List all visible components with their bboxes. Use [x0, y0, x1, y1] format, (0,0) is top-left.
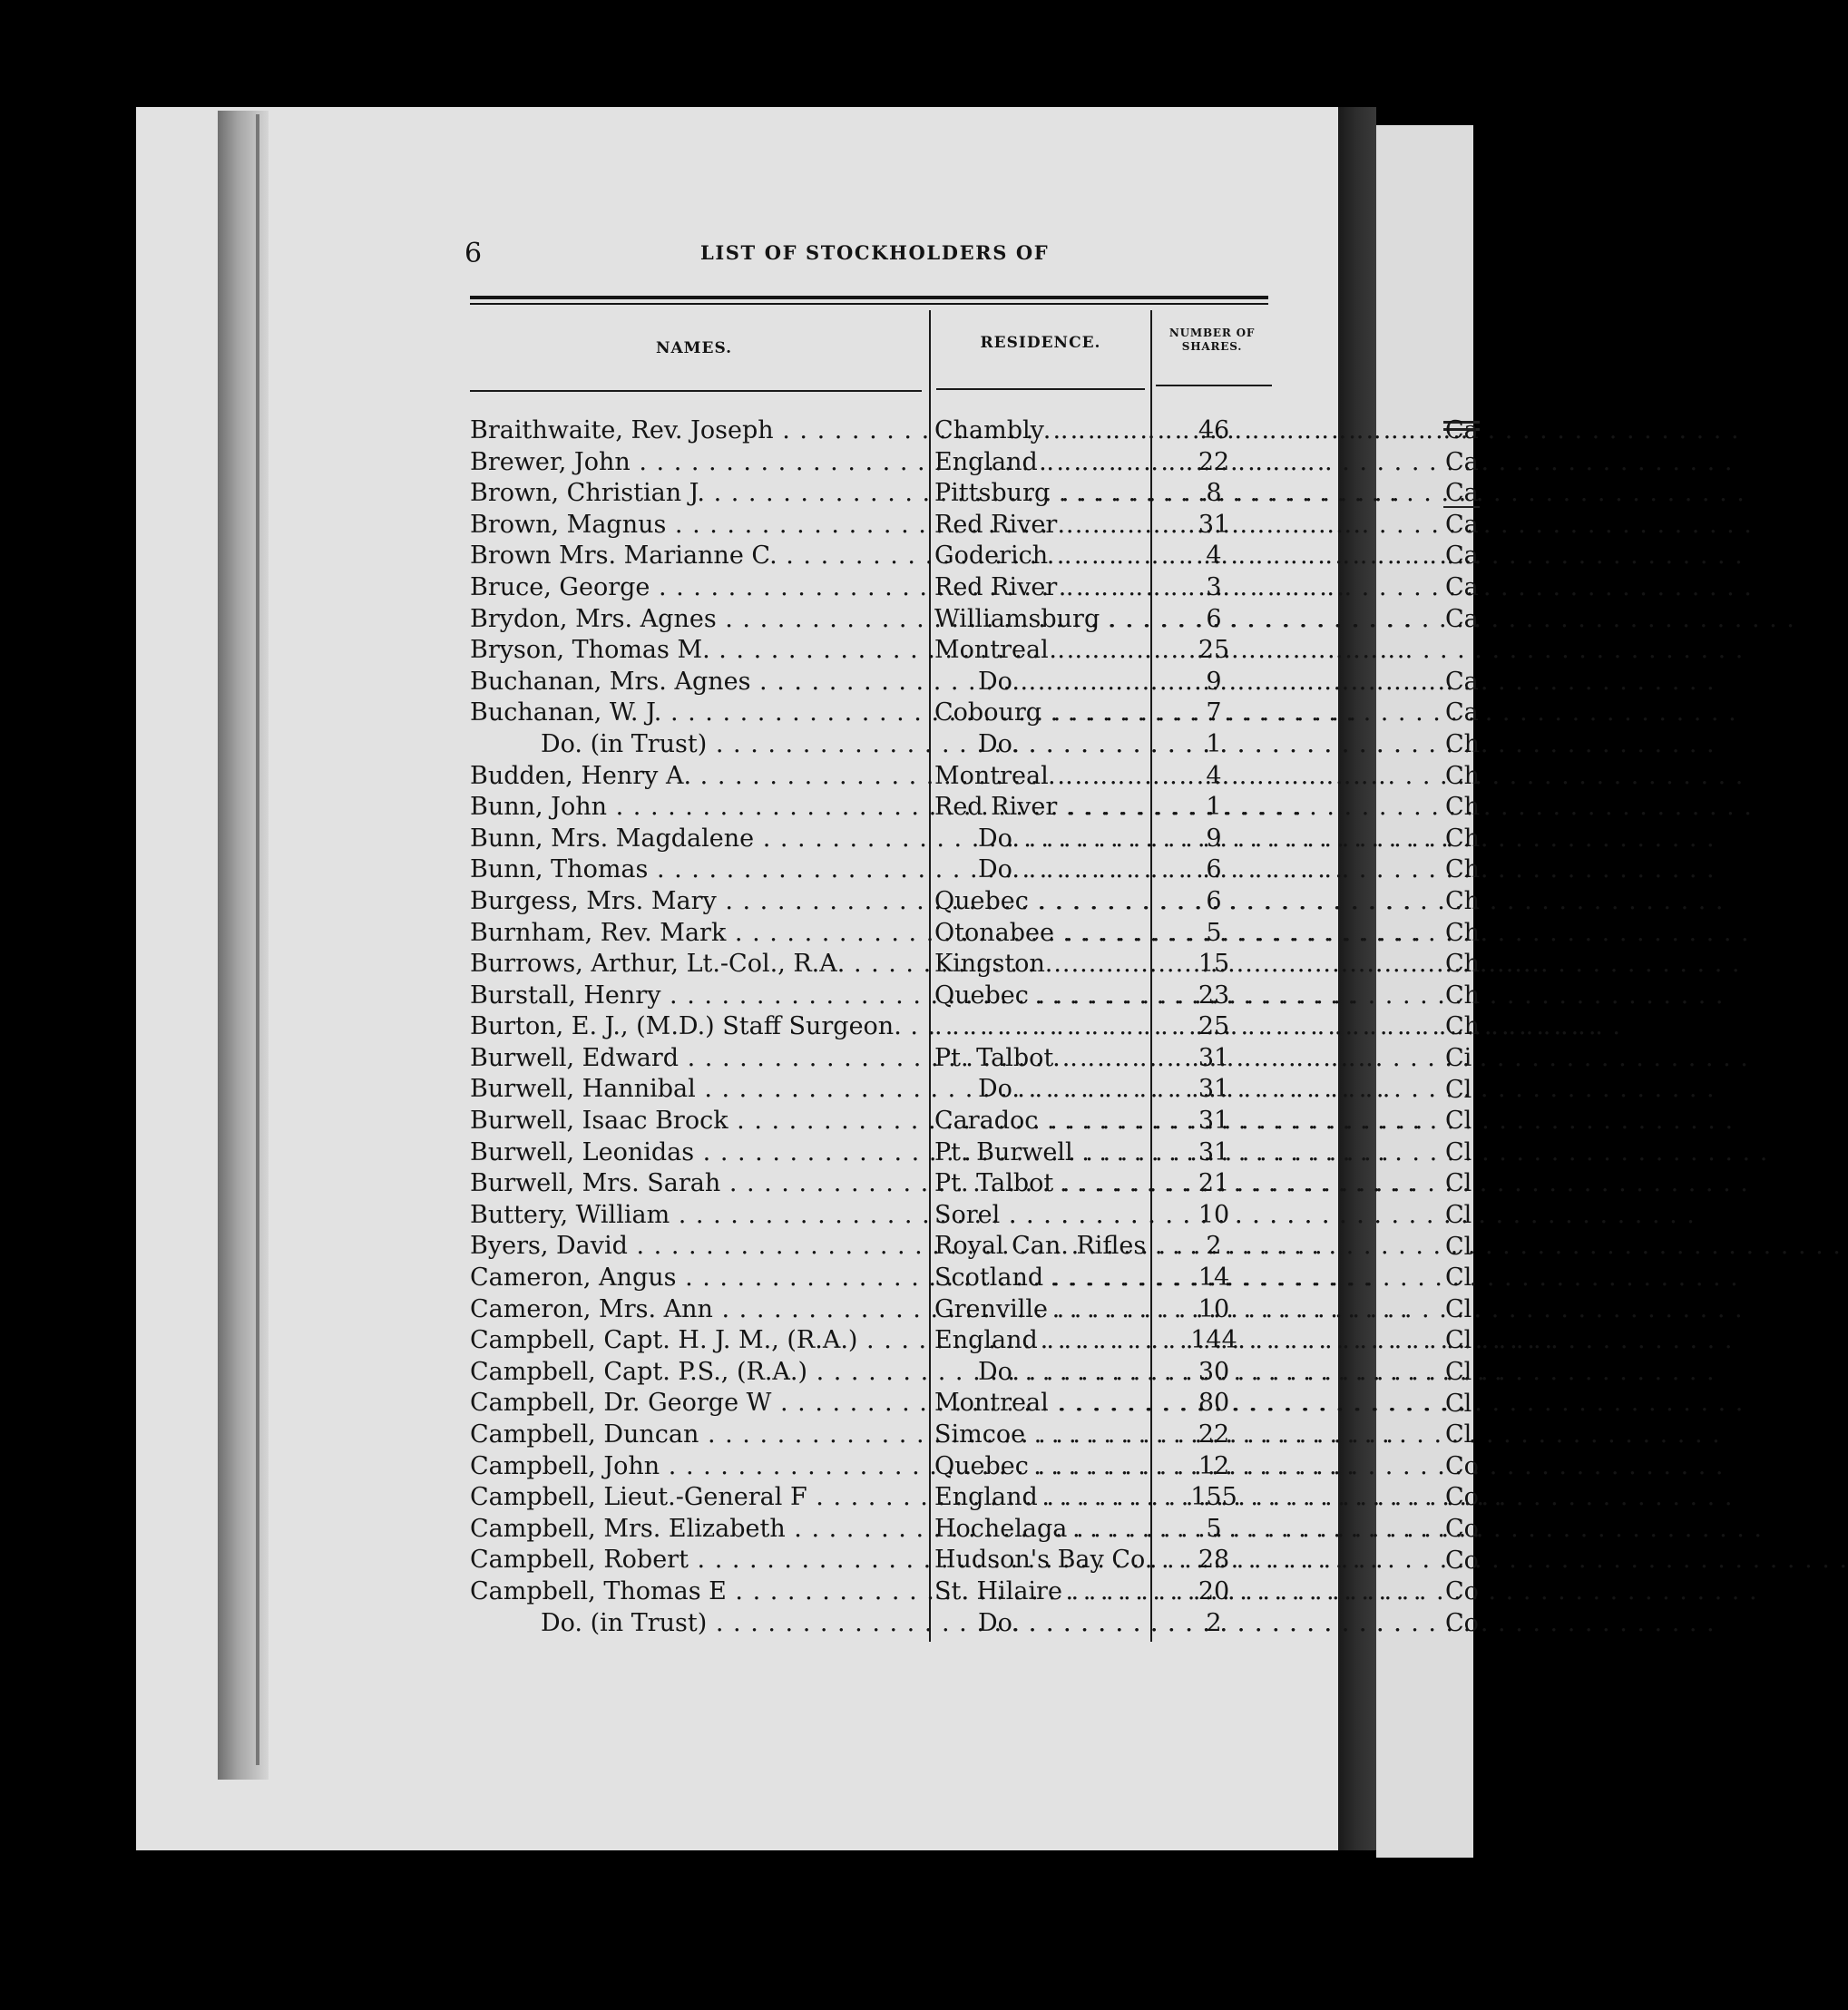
page-number: 6 — [464, 238, 483, 269]
stockholder-shares: 31 — [1198, 1043, 1230, 1072]
next-page-fragment-text: Ca — [1445, 573, 1479, 601]
stockholder-residence: Do. . . . — [934, 854, 1163, 886]
next-page-fragment-text: Ca — [1445, 667, 1479, 696]
stockholder-residence: Pt. Talbot . . . — [934, 1043, 1163, 1075]
stockholder-residence — [934, 1011, 1163, 1043]
stockholder-residence: Grenville . . . — [934, 1294, 1163, 1326]
next-page-fragment-text: Cl — [1445, 1294, 1472, 1323]
stockholder-shares: 12 — [1198, 1451, 1230, 1480]
stockholder-name: Brewer, John . . . — [470, 447, 924, 479]
stockholder-residence: England . . . — [934, 1325, 1163, 1357]
stockholder-residence: England . . . — [934, 447, 1163, 479]
header-residence: RESIDENCE. — [980, 334, 1101, 352]
stockholder-name: Budden, Henry A. . . . — [470, 761, 924, 793]
table-row — [470, 1388, 1277, 1420]
next-page-fragment-text: Cl — [1445, 1075, 1472, 1104]
next-page-fragment-text: Co — [1445, 1577, 1479, 1606]
table-row — [470, 447, 1277, 479]
stockholder-residence: Montreal . . . — [934, 761, 1163, 793]
stockholder-shares: 9 — [1206, 824, 1222, 853]
stockholder-residence: England . . . — [934, 1482, 1163, 1514]
stockholder-residence: Otonabee . . . — [934, 918, 1163, 950]
stockholder-name: Campbell, John . . . — [470, 1451, 924, 1483]
stockholder-name: Brown Mrs. Marianne C. . . . — [470, 541, 924, 572]
stockholder-residence: Do. . . . — [934, 1074, 1163, 1106]
header-rule-residence — [936, 388, 1145, 390]
stockholder-residence: Red River . . . — [934, 792, 1163, 824]
table-row — [470, 761, 1277, 793]
next-page-fragment-text: Cl — [1445, 1420, 1472, 1449]
stockholder-residence: Williamsburg . . . — [934, 604, 1163, 636]
stockholder-name: Brydon, Mrs. Agnes . . . — [470, 604, 924, 636]
stockholder-shares: 1 — [1206, 793, 1222, 822]
stockholder-name: Do. (in Trust) . . . — [470, 729, 924, 761]
next-page-fragment-text: Cl — [1445, 1326, 1472, 1355]
stockholder-name: Burwell, Edward . . . — [470, 1043, 924, 1075]
stockholder-name: Burwell, Isaac Brock . . . — [470, 1106, 924, 1137]
header-shares-line2: SHARES. — [1181, 340, 1243, 353]
stockholder-shares: 2 — [1206, 1232, 1222, 1261]
stockholder-shares: 5 — [1206, 1514, 1222, 1543]
table-row — [470, 415, 1277, 447]
stockholder-residence: Do. . . . — [934, 824, 1163, 855]
stockholder-shares: 28 — [1198, 1546, 1230, 1575]
stockholder-name: Brown, Magnus . . . — [470, 510, 924, 542]
stockholder-name: Burwell, Mrs. Sarah . . . — [470, 1168, 924, 1200]
stockholder-shares: 15 — [1198, 950, 1230, 979]
next-page-fragment-text: Co — [1445, 1483, 1479, 1512]
next-page-fragment-text: Ca — [1445, 542, 1479, 571]
stockholder-shares: 22 — [1198, 1420, 1230, 1449]
stockholder-name: Campbell, Dr. George W . . . — [470, 1388, 924, 1420]
stockholder-shares: 21 — [1198, 1169, 1230, 1198]
stockholder-name: Cameron, Mrs. Ann . . . — [470, 1294, 924, 1326]
stockholder-name: Burnham, Rev. Mark . . . — [470, 918, 924, 950]
stockholder-residence: Quebec . . . — [934, 981, 1163, 1012]
table-row — [470, 729, 1277, 761]
table-row — [470, 1545, 1277, 1576]
stockholder-residence: Kingston . . . — [934, 949, 1163, 981]
stockholder-name: Buttery, William . . . — [470, 1200, 924, 1232]
header-rule-names — [470, 390, 922, 392]
stockholder-residence: Montreal . . . — [934, 1388, 1163, 1420]
stockholder-name: Burwell, Hannibal . . . — [470, 1074, 924, 1106]
next-page-fragment-text: Co — [1445, 1546, 1479, 1575]
header-double-rule — [470, 296, 1268, 305]
table-row — [470, 1576, 1277, 1608]
table-row — [470, 635, 1277, 667]
stockholder-residence: Simcoe . . . — [934, 1420, 1163, 1451]
header-shares-line1: NUMBER OF — [1168, 327, 1256, 339]
stockholder-residence: Chambly . . . — [934, 415, 1163, 447]
table-row — [470, 478, 1277, 510]
stockholder-residence: Red River . . . — [934, 572, 1163, 604]
stockholder-residence: Quebec . . . — [934, 886, 1163, 918]
stockholder-residence: Red River . . . — [934, 510, 1163, 542]
stockholder-name: Campbell, Thomas E . . . — [470, 1576, 924, 1608]
stockholder-name: Do. (in Trust) . . . — [470, 1608, 924, 1640]
stockholder-shares: 23 — [1198, 981, 1230, 1010]
binding-shadow — [218, 111, 269, 1780]
stockholder-shares: 30 — [1198, 1357, 1230, 1386]
next-page-fragment-text: Cl — [1445, 1137, 1472, 1166]
stockholder-name: Burwell, Leonidas . . . — [470, 1137, 924, 1169]
table-row — [470, 1420, 1277, 1451]
stockholder-residence: Do. . . . — [934, 667, 1163, 698]
next-page-fragment-text: Ch — [1445, 793, 1481, 822]
table-row — [470, 1200, 1277, 1232]
next-page-fragment-text: Ca — [1445, 604, 1479, 633]
stockholder-shares: 144 — [1190, 1326, 1237, 1355]
table-row — [470, 572, 1277, 604]
next-page-fragment-text: Co — [1445, 1515, 1479, 1543]
stockholder-shares: 31 — [1198, 1137, 1230, 1166]
stockholder-shares: 10 — [1198, 1294, 1230, 1323]
stockholder-shares: 3 — [1206, 572, 1222, 601]
table-row — [470, 918, 1277, 950]
stockholder-residence: Royal Can. Rifles . . . — [934, 1231, 1163, 1263]
table-row — [470, 1074, 1277, 1106]
next-page-fragment-text: Cl — [1445, 1264, 1472, 1293]
stockholder-shares: 31 — [1198, 1075, 1230, 1104]
stockholder-name: Bunn, Thomas . . . — [470, 854, 924, 886]
stockholder-name: Bunn, John . . . — [470, 792, 924, 824]
stockholder-shares: 4 — [1206, 542, 1222, 571]
next-page-fragment-text: Cl — [1445, 1201, 1472, 1229]
stockholder-shares: 25 — [1198, 636, 1230, 665]
next-page-fragment-text: Ch — [1445, 918, 1481, 947]
table-row — [470, 1482, 1277, 1514]
stockholder-name: Byers, David . . . — [470, 1231, 924, 1263]
stockholder-shares: 20 — [1198, 1576, 1230, 1605]
stockholder-residence: Pt. Burwell . . . — [934, 1137, 1163, 1169]
stockholder-shares: 46 — [1198, 416, 1230, 444]
next-page-fragment-text: Ch — [1445, 950, 1481, 979]
next-page-fragment-text: Ch — [1445, 887, 1481, 915]
table-row — [470, 1106, 1277, 1137]
stockholder-name: Buchanan, W. J. . . . — [470, 698, 924, 729]
stockholder-name: Campbell, Lieut.-General F . . . — [470, 1482, 924, 1514]
stockholder-name: Brown, Christian J. . . . — [470, 478, 924, 510]
header-shares — [1154, 327, 1270, 354]
stockholder-residence: Pt. Talbot . . . — [934, 1168, 1163, 1200]
table-row — [470, 949, 1277, 981]
table-row — [470, 1608, 1277, 1640]
next-page-fragment-text: Cl — [1445, 1358, 1472, 1386]
header-names: NAMES. — [655, 339, 733, 357]
table-row — [470, 1357, 1277, 1389]
next-page-fragment-text: Ch — [1445, 761, 1481, 790]
stockholder-residence: Do. . . . — [934, 1608, 1163, 1640]
stockholder-name: Burgess, Mrs. Mary . . . — [470, 886, 924, 918]
stockholder-shares: 7 — [1206, 698, 1222, 727]
stockholder-residence: Do. . . . — [934, 1357, 1163, 1389]
table-row — [470, 1294, 1277, 1326]
table-row — [470, 981, 1277, 1012]
header-rule-shares — [1156, 385, 1272, 386]
stockholder-table — [470, 415, 1277, 1639]
stockholder-name: Campbell, Capt. H. J. M., (R.A.) . . . — [470, 1325, 924, 1357]
table-row — [470, 854, 1277, 886]
stockholder-shares: 31 — [1198, 510, 1230, 539]
stockholder-name: Campbell, Mrs. Elizabeth . . . — [470, 1514, 924, 1546]
stockholder-shares: 6 — [1206, 604, 1222, 633]
table-row — [470, 1451, 1277, 1483]
table-row — [470, 1231, 1277, 1263]
table-row — [470, 824, 1277, 855]
stockholder-residence: Scotland . . . — [934, 1263, 1163, 1294]
table-row — [470, 1325, 1277, 1357]
running-head: LIST OF STOCKHOLDERS OF — [700, 241, 1050, 264]
table-row — [470, 1043, 1277, 1075]
stockholder-residence: Montreal . . . — [934, 635, 1163, 667]
table-row — [470, 1011, 1277, 1043]
table-row — [470, 698, 1277, 729]
next-page-fragment-text: Ca — [1445, 447, 1479, 476]
stockholder-residence: Sorel . . . — [934, 1200, 1163, 1232]
stockholder-name: Bryson, Thomas M. . . . — [470, 635, 924, 667]
stockholder-residence: Do. . . . — [934, 729, 1163, 761]
stockholder-shares: 5 — [1206, 918, 1222, 947]
stockholder-name: Burstall, Henry . . . — [470, 981, 924, 1012]
stockholder-residence: Caradoc . . . — [934, 1106, 1163, 1137]
stockholder-name: Buchanan, Mrs. Agnes . . . — [470, 667, 924, 698]
stockholder-shares: 14 — [1198, 1264, 1230, 1293]
next-page-fragment-text: Cl — [1445, 1107, 1472, 1136]
stockholder-residence: St. Hilaire . . . — [934, 1576, 1163, 1608]
stockholder-residence: Goderich . . . — [934, 541, 1163, 572]
stockholder-shares: 4 — [1206, 761, 1222, 790]
next-page-fragment-text: Cl — [1445, 1389, 1472, 1418]
next-page-fragment-text: Cl — [1445, 1232, 1472, 1261]
stockholder-name: Campbell, Capt. P.S., (R.A.) . . . — [470, 1357, 924, 1389]
stockholder-name: Burrows, Arthur, Lt.-Col., R.A. . . . — [470, 949, 924, 981]
stockholder-name: Burton, E. J., (M.D.) Staff Surgeon. . . . — [470, 1011, 924, 1043]
stockholder-shares: 2 — [1206, 1608, 1222, 1637]
stockholder-name: Braithwaite, Rev. Joseph . . . — [470, 415, 924, 447]
stockholder-name: Cameron, Angus . . . — [470, 1263, 924, 1294]
stockholder-shares: 155 — [1190, 1483, 1237, 1512]
next-page-fragment-text: Ch — [1445, 824, 1481, 853]
stockholder-name: Campbell, Duncan . . . — [470, 1420, 924, 1451]
stockholder-shares: 6 — [1206, 886, 1222, 915]
stockholder-residence: Quebec . . . — [934, 1451, 1163, 1483]
stockholder-shares: 25 — [1198, 1012, 1230, 1041]
next-page-fragment-text: Ca — [1445, 698, 1479, 727]
stockholder-name: Campbell, Robert . . . — [470, 1545, 924, 1576]
stockholder-shares: 1 — [1206, 729, 1222, 758]
stockholder-residence: Hochelaga . . . — [934, 1514, 1163, 1546]
table-row — [470, 667, 1277, 698]
stockholder-shares: 8 — [1206, 479, 1222, 508]
next-page-fragment-text: Ch — [1445, 981, 1481, 1010]
stockholder-shares: 31 — [1198, 1107, 1230, 1136]
table-row — [470, 541, 1277, 572]
stockholder-name: Bruce, George . . . — [470, 572, 924, 604]
next-page-fragment-text: Ca — [1445, 479, 1479, 508]
stockholder-name: Bunn, Mrs. Magdalene . . . — [470, 824, 924, 855]
next-page-fragment-text: Co — [1445, 1608, 1479, 1637]
next-page-fragment-text: Ca — [1445, 416, 1479, 444]
next-page-fragment-text: Co — [1445, 1451, 1479, 1480]
next-page-fragment-text: Ca — [1445, 510, 1479, 539]
table-row — [470, 1263, 1277, 1294]
table-row — [470, 510, 1277, 542]
table-row — [470, 1137, 1277, 1169]
next-page-fragment-text: Ch — [1445, 1012, 1481, 1041]
table-row — [470, 604, 1277, 636]
table-row — [470, 792, 1277, 824]
stockholder-residence: Pittsburg . . . — [934, 478, 1163, 510]
next-page-fragment-text: Cl — [1445, 1169, 1472, 1198]
stockholder-shares: 9 — [1206, 667, 1222, 696]
next-page-fragment-text: Ch — [1445, 855, 1481, 884]
stockholder-shares: 80 — [1198, 1389, 1230, 1418]
next-page-fragment-text: Ci — [1445, 1044, 1472, 1072]
stockholder-shares: 6 — [1206, 855, 1222, 884]
stockholder-shares: 10 — [1198, 1200, 1230, 1229]
table-row — [470, 1168, 1277, 1200]
stockholder-shares: 22 — [1198, 447, 1230, 476]
stockholder-residence: Hudson's Bay Co. . . . — [934, 1545, 1163, 1576]
page-edge — [256, 114, 259, 1765]
table-row — [470, 886, 1277, 918]
table-row — [470, 1514, 1277, 1546]
next-page-fragment-text: Ch — [1445, 730, 1481, 758]
stockholder-residence: Cobourg . . . — [934, 698, 1163, 729]
